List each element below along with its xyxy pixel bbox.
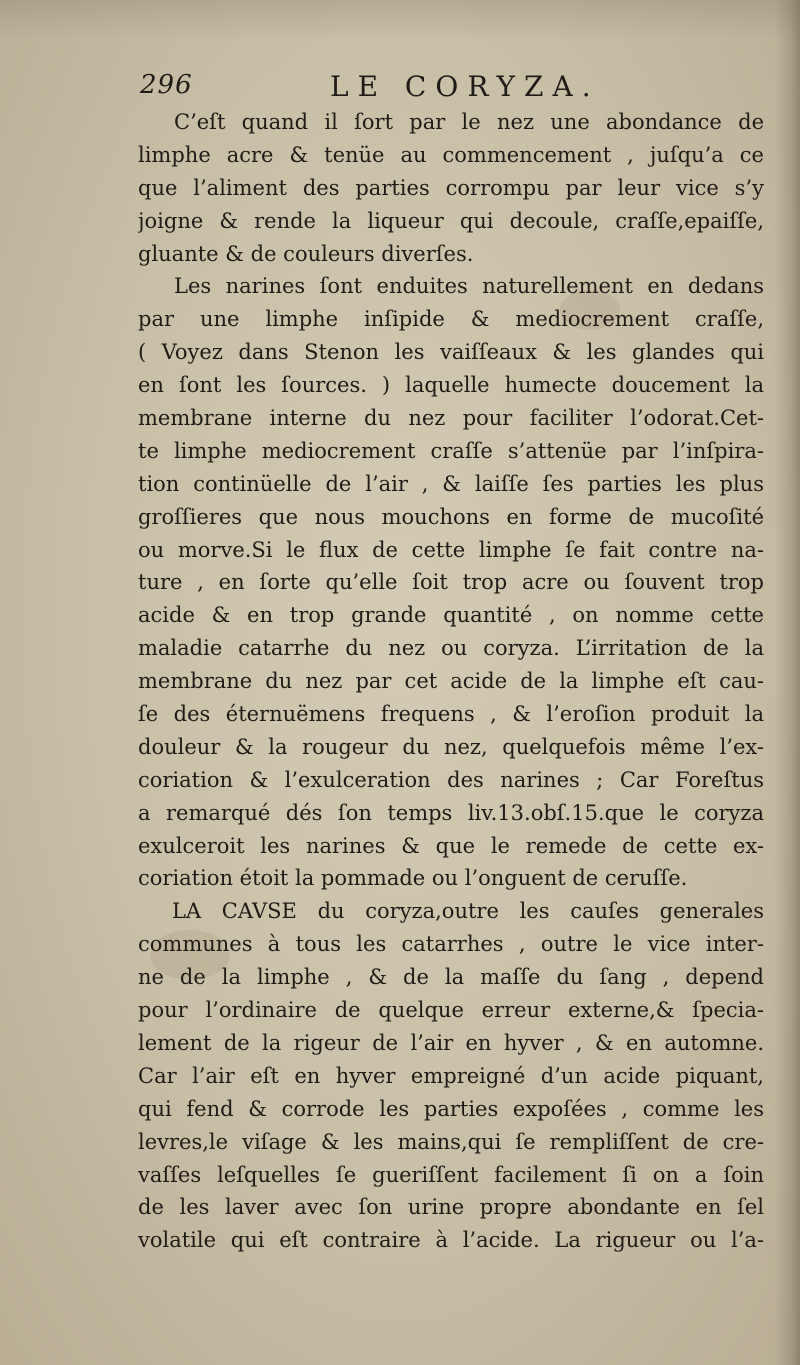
text-line: groſſieres que nous mouchons en forme de mucoſité (138, 504, 764, 529)
text-line: levres,le viſage & les mains,qui ſe rempliſſent de cre- (138, 1129, 764, 1154)
text-line: LA CAVSE du coryza,outre les cauſes generales (172, 899, 764, 924)
text-line: qui fend & corrode les parties expoſées , comme les (138, 1096, 764, 1121)
text-line: Car l’air eſt en hyver empreigné d’un acide piquant, (138, 1063, 764, 1088)
page-gutter-shadow (774, 0, 800, 1365)
text-line: de les laver avec ſon urine propre abondante en ſel (138, 1195, 764, 1220)
text-line: douleur & la rougeur du nez, quelquefois même l’ex- (138, 734, 764, 759)
text-line: Les narines ſont enduites naturellement en dedans (174, 274, 764, 299)
text-line: par une limphe inſipide & mediocrement craſſe, (138, 307, 764, 332)
text-line: acide & en trop grande quantité , on nomme cette (138, 603, 764, 628)
text-line: membrane du nez par cet acide de la limphe eſt cau- (138, 669, 764, 694)
text-line: vaſſes leſquelles ſe gueriſſent facilement ſi on a ſoin (138, 1162, 764, 1187)
text-line: C’eſt quand il ſort par le nez une abondance de (174, 110, 764, 134)
text-line: coriation & l’exulceration des narines ; Car Foreſtus (138, 767, 764, 792)
text-line: a remarqué dés ſon temps liv.13.obſ.15.que le coryza (138, 800, 764, 825)
text-line: ture , en ſorte qu’elle ſoit trop acre ou ſouvent trop (138, 570, 764, 595)
text-line: ou morve.Si le flux de cette limphe ſe fait contre na- (138, 537, 764, 562)
text-line: pour l’ordinaire de quelque erreur externe,& ſpecia- (138, 998, 764, 1023)
text-line: membrane interne du nez pour faciliter l’odorat.Cet- (138, 406, 764, 431)
text-line: volatile qui eſt contraire à l’acide. La rigueur ou l’a- (138, 1228, 764, 1253)
text-line: ſe des éternuëmens frequens , & l’eroſion produit la (138, 702, 764, 727)
page-header (140, 70, 760, 110)
text-line: limphe acre & tenüe au commencement , juſqu’a ce (138, 142, 764, 167)
text-line: que l’aliment des parties corrompu par leur vice s’y (138, 175, 764, 200)
page-top-shadow (0, 0, 800, 40)
text-line: maladie catarrhe du nez ou coryza. L’irritation de la (138, 636, 764, 661)
text-line: ne de la limphe , & de la maſſe du ſang , depend (138, 965, 764, 990)
text-line: lement de la rigeur de l’air en hyver , & en automne. (138, 1030, 764, 1055)
text-line: exulceroit les narines & que le remede de cette ex- (138, 833, 764, 858)
body-text (138, 106, 764, 1257)
text-line: te limphe mediocrement craſſe s’attenüe par l’inſpira- (138, 438, 764, 463)
text-line: en ſont les ſources. ) laquelle humecte doucement la (138, 373, 764, 398)
text-line: ( Voyez dans Stenon les vaiſſeaux & les glandes qui (138, 340, 764, 365)
running-title: LE CORYZA. (330, 70, 600, 103)
text-line: coriation étoit la pommade ou l’onguent de ceruſſe. (138, 866, 688, 891)
text-line: joigne & rende la liqueur qui decoule, craſſe,epaiſſe, (138, 208, 764, 233)
page-number: 296 (140, 70, 193, 100)
text-line: tion continüelle de l’air , & laiſſe ſes parties les plus (138, 471, 764, 496)
text-line: gluante & de couleurs diverſes. (138, 241, 474, 266)
text-line: communes à tous les catarrhes , outre le vice inter- (138, 932, 764, 957)
